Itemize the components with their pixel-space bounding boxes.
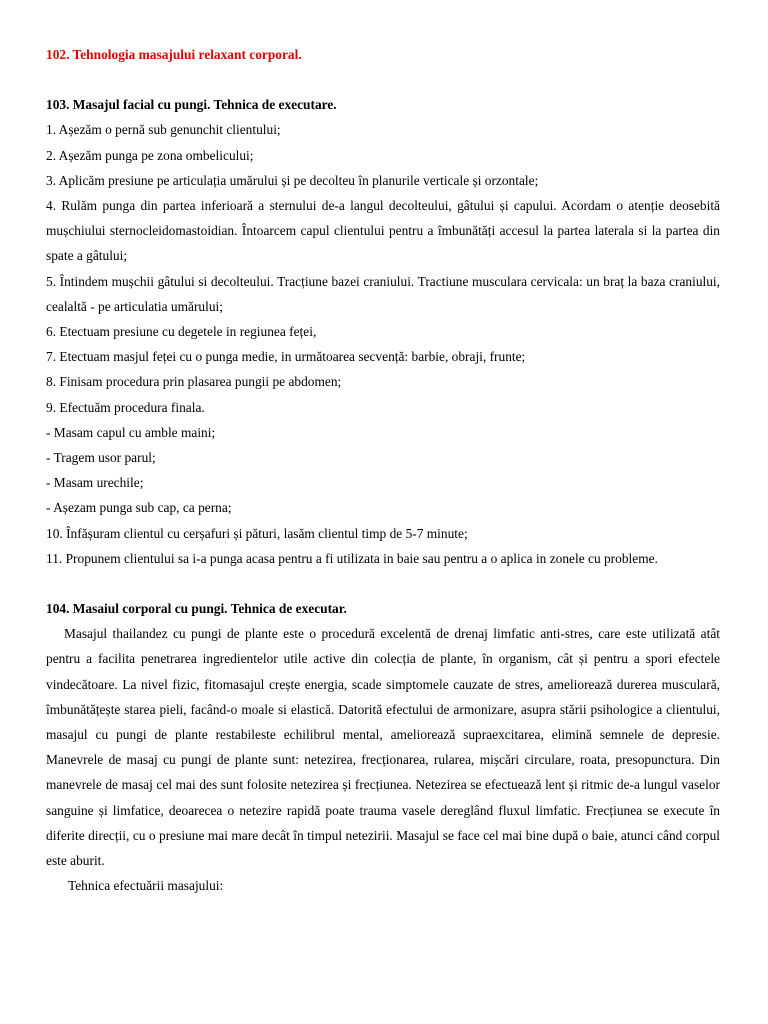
step-6: 6. Etectuam presiune cu degetele in regiunea feței, xyxy=(46,324,317,340)
step-5: 5. Întindem mușchii gâtului si decolteului. Tracțiune bazei craniului. Tractiune musculara cervicala: un braț la baza craniului, cealaltă - pe articulatia umărului; xyxy=(46,273,720,314)
section-104-paragraph: Masajul thailandez cu pungi de plante este o procedură excelentă de drenaj limfatic anti-stres, care este utilizată atât pentru a facilita penetrarea ingredientelor utile active din colecția de plante, în organism, cât și pentru a spori efectele vindecătoare. La nivel fizic, fitomasajul crește energia, scade simptomele cauzate de stres, ameliorează durerea musculară, îmbunătățește starea pieli, facând-o moale si elastică. Datorită efectului de armonizare, asupra stării psihologice a clientului, masajul cu pungi de plante restabileste echilibrul mental, ameliorează supraexcitarea, elimină semnele de depresie. Manevrele de masaj cu pungi de plante sunt: netezirea, frecționarea, rularea, mișcări circulare, roata, presopunctura. Din manevrele de masaj cel mai des sunt folosite netezirea și frecțiunea. Netezirea se efectuează lent și ritmic de-a lungul vaselor sanguine și limfatice, deoarecea o netezire rapidă poate trauma vasele dereglând fluxul limfatic. Frecțiunea se execute în diferite direcții, cu o presiune mai mare decât în timpul netezirii. Masajul se face cel mai bine după o baie, atunci când corpul este aburit. xyxy=(46,626,720,869)
step-1: 1. Așezăm o pernă sub genunchit clientului; xyxy=(46,122,281,138)
step-10: 10. Înfășuram clientul cu cerșafuri și pături, lasăm clientul timp de 5-7 minute; xyxy=(46,525,468,541)
section-104-title: 104. Masaiul corporal cu pungi. Tehnica de executar. xyxy=(46,601,347,617)
step-9-sub-3: - Masam urechile; xyxy=(46,475,144,491)
step-9-sub-4: - Așezam punga sub cap, ca perna; xyxy=(46,500,232,516)
step-9-sub-2: - Tragem usor parul; xyxy=(46,450,156,466)
step-2: 2. Așezăm punga pe zona ombelicului; xyxy=(46,147,254,163)
step-7: 7. Etectuam masjul feței cu o punga medie, in următoarea secvență: barbie, obraji, frunte; xyxy=(46,349,526,365)
step-9-sub-1: - Masam capul cu amble maini; xyxy=(46,424,216,440)
step-11: 11. Propunem clientului sa i-a punga acasa pentru a fi utilizata in baie sau pentru a o aplica in zonele cu probleme. xyxy=(46,550,658,566)
spacer xyxy=(46,67,720,92)
step-4: 4. Rulăm punga din partea inferioară a sternului de-a langul decolteului, gâtului și capului. Acordam o atenție deosebită mușchiului sternocleidomastoidian. Întoarcem capul clientului pentru a îmbunătăți accesul la partea laterala si la partea din spate a gâtului; xyxy=(46,198,720,264)
section-103-title: 103. Masajul facial cu pungi. Tehnica de executare. xyxy=(46,97,337,113)
step-9: 9. Efectuăm procedura finala. xyxy=(46,399,205,415)
document-page xyxy=(46,42,720,899)
section-102-title: 102. Tehnologia masajului relaxant corporal. xyxy=(46,47,302,62)
step-3: 3. Aplicăm presiune pe articulația umărului și pe decolteu în planurile verticale și orzontale; xyxy=(46,172,539,188)
spacer xyxy=(46,571,720,596)
section-104-subheading: Tehnica efectuării masajului: xyxy=(68,878,224,894)
step-8: 8. Finisam procedura prin plasarea pungii pe abdomen; xyxy=(46,374,342,390)
